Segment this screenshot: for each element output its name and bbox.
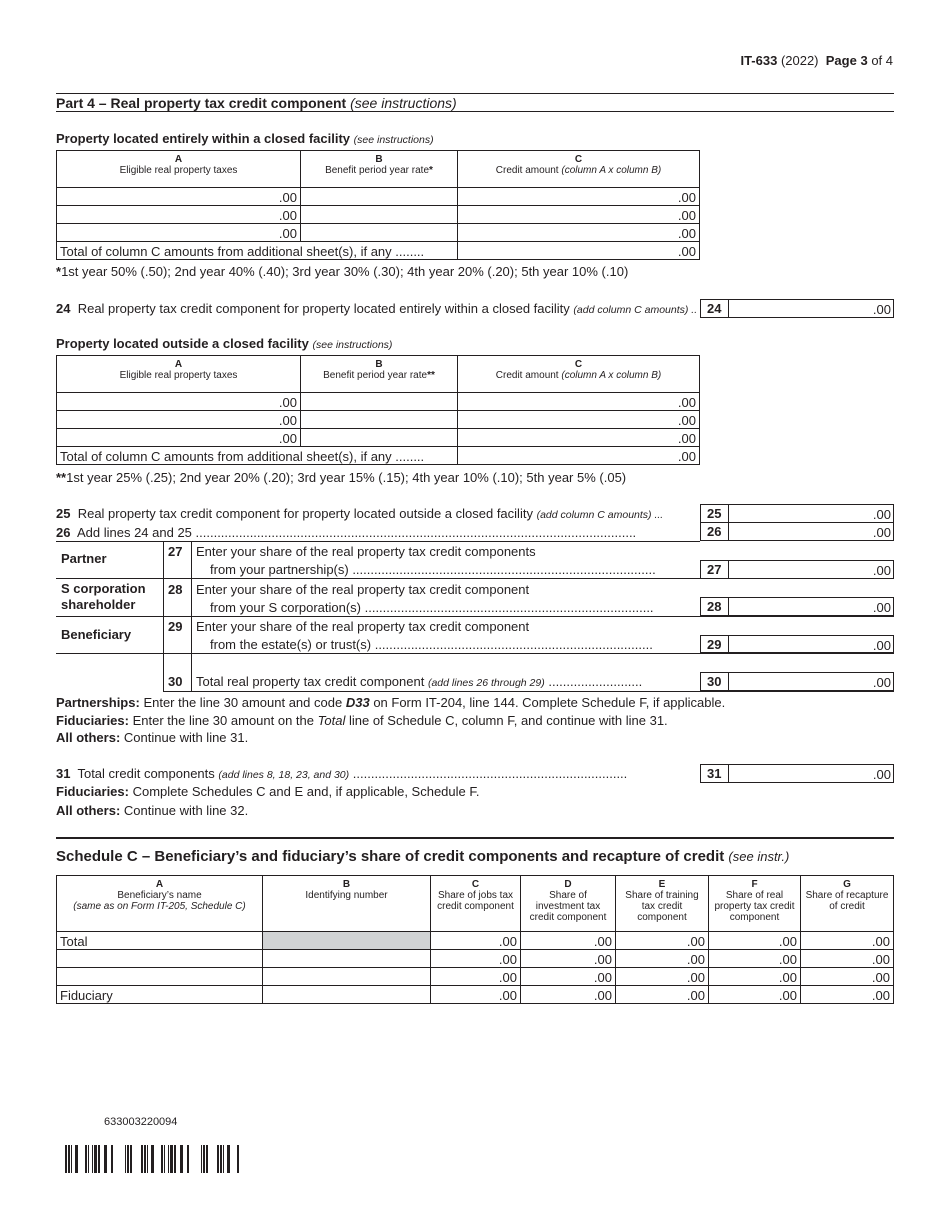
- closed-row1-b[interactable]: [301, 188, 458, 206]
- line-27-text1: Enter your share of the real property tax credit components: [196, 544, 536, 559]
- schedc-amount-cell[interactable]: .00: [801, 950, 894, 968]
- schedule-c-title: Schedule C – Beneficiary’s and fiduciary’s share of credit components and recapture of credit (see instr.): [56, 848, 790, 865]
- barcode-bar: [147, 1145, 148, 1173]
- line-24-number: 24: [707, 301, 722, 316]
- line-28-text1: Enter your share of the real property tax credit component: [196, 582, 530, 597]
- barcode-bar: [111, 1145, 113, 1173]
- line-28-text2: from your S corporation(s) ................................................................................: [210, 600, 654, 615]
- line-28-box[interactable]: [700, 597, 894, 616]
- barcode-bar: [94, 1145, 97, 1173]
- schedc-col-f-header: F Share of real property tax credit component: [709, 876, 801, 932]
- barcode-number: 633003220094: [104, 1116, 178, 1128]
- line-24-label: 24 Real property tax credit component for property located entirely within a closed facility (add column C amounts) ..: [56, 301, 698, 316]
- schedc-amount-cell[interactable]: .00: [801, 932, 894, 950]
- barcode-bar: [68, 1145, 70, 1173]
- line-25-value[interactable]: .00: [872, 507, 891, 522]
- schedc-amount-cell[interactable]: .00: [431, 986, 521, 1004]
- s-corp-label: S corporation shareholder: [61, 581, 146, 612]
- form-number: IT-633: [740, 53, 778, 68]
- barcode-bar: [164, 1145, 165, 1173]
- line-25-box[interactable]: [700, 504, 894, 523]
- outside-section-title: [56, 336, 392, 351]
- barcode-bar: [227, 1145, 230, 1173]
- barcode-bar: [201, 1145, 202, 1173]
- line-30-text: Total real property tax credit component (add lines 26 through 29) ..........................: [196, 674, 643, 689]
- closed-section-title: [56, 131, 434, 146]
- schedc-name-cell[interactable]: [57, 950, 263, 968]
- schedc-amount-cell[interactable]: .00: [616, 950, 709, 968]
- barcode-bar: [187, 1145, 189, 1173]
- fiduciaries-instruction: Fiduciaries: Enter the line 30 amount on the Total line of Schedule C, column F, and continue with line 31.: [56, 713, 668, 728]
- outside-footnote: **1st year 25% (.25); 2nd year 20% (.20); 3rd year 15% (.15); 4th year 10% (.10); 5th year 5% (.05): [56, 470, 627, 485]
- closed-total-label: Total of column C amounts from additional sheet(s), if any ........: [57, 242, 458, 260]
- schedc-name-cell[interactable]: Total: [57, 932, 263, 950]
- line-26-box[interactable]: [700, 522, 894, 541]
- line-25-label: 25 Real property tax credit component for property located outside a closed facility (add column C amounts) ...: [56, 506, 664, 521]
- schedc-row: [57, 950, 894, 968]
- closed-note: (see instructions): [353, 134, 434, 146]
- part4-title-text: Part 4 – Real property tax credit component: [56, 95, 347, 111]
- line-27-text2: from your partnership(s) ....................................................................................: [210, 562, 656, 577]
- schedc-amount-cell[interactable]: .00: [431, 950, 521, 968]
- page-label: Page: [825, 53, 857, 68]
- closed-facility-table: [56, 150, 700, 260]
- line-27-num: 27: [168, 544, 183, 559]
- barcode-image: [57, 1145, 241, 1173]
- partnerships-instruction: Partnerships: Enter the line 30 amount and code D33 on Form IT-204, line 144. Complete Schedule F, if applicable.: [56, 695, 726, 710]
- divider: [56, 837, 894, 839]
- line-29-text2: from the estate(s) or trust(s) .............................................................................: [210, 637, 653, 652]
- line-31-label: 31 Total credit components (add lines 8, 18, 23, and 30) ............................................................................: [56, 766, 628, 781]
- divider: [56, 111, 894, 112]
- barcode-bar: [92, 1145, 93, 1173]
- line-29-num: 29: [168, 619, 183, 634]
- outside-row3-b[interactable]: [301, 429, 458, 447]
- line-26-label: 26 Add lines 24 and 25 ..........................................................................................................................: [56, 525, 637, 540]
- closed-row2-a[interactable]: .00: [57, 206, 301, 224]
- schedc-col-g-header: G Share of recapture of credit: [801, 876, 894, 932]
- closed-row1-c[interactable]: .00: [458, 188, 700, 206]
- schedc-col-a-header: A Beneficiary’s name (same as on Form IT-205, Schedule C): [57, 876, 263, 932]
- schedc-amount-cell[interactable]: .00: [521, 986, 616, 1004]
- barcode-bar: [127, 1145, 129, 1173]
- barcode-bar: [206, 1145, 208, 1173]
- schedc-col-e-header: E Share of training tax credit component: [616, 876, 709, 932]
- barcode-bar: [168, 1145, 169, 1173]
- page-of: of 4: [871, 53, 893, 68]
- outside-row1-a[interactable]: .00: [57, 393, 301, 411]
- barcode-bar: [161, 1145, 163, 1173]
- page-header: [740, 53, 893, 68]
- closed-title: Property located entirely within a closed facility: [56, 131, 351, 146]
- barcode-bar: [98, 1145, 100, 1173]
- schedc-amount-cell[interactable]: .00: [616, 932, 709, 950]
- barcode-bar: [141, 1145, 143, 1173]
- col-c-header: C Credit amount (column A x column B): [458, 356, 700, 393]
- barcode-bar: [217, 1145, 219, 1173]
- line-28-num: 28: [168, 582, 183, 597]
- barcode-bar: [130, 1145, 132, 1173]
- schedc-amount-cell[interactable]: .00: [709, 950, 801, 968]
- barcode-bar: [65, 1145, 67, 1173]
- outside-row1-b[interactable]: [301, 393, 458, 411]
- line-25-number: 25: [707, 506, 722, 521]
- barcode-bar: [220, 1145, 222, 1173]
- barcode-bar: [237, 1145, 239, 1173]
- line-29-box-num: 29: [707, 637, 722, 652]
- line-29-box[interactable]: [700, 635, 894, 654]
- line-29-value[interactable]: .00: [872, 638, 891, 653]
- closed-row3-c[interactable]: .00: [458, 224, 700, 242]
- col-c-header: C Credit amount (column A x column B): [458, 151, 700, 188]
- line-31-box[interactable]: [700, 764, 894, 783]
- outside-facility-table: [56, 355, 700, 465]
- schedc-amount-cell[interactable]: .00: [431, 968, 521, 986]
- schedc-amount-cell[interactable]: .00: [801, 968, 894, 986]
- barcode-bar: [151, 1145, 154, 1173]
- barcode-bar: [180, 1145, 183, 1173]
- barcode-bar: [85, 1145, 87, 1173]
- line-28-box-num: 28: [707, 599, 722, 614]
- line-30-box[interactable]: [700, 672, 894, 691]
- col-b-header: B Benefit period year rate*: [301, 151, 458, 188]
- schedc-amount-cell[interactable]: .00: [616, 986, 709, 1004]
- barcode-bar: [170, 1145, 173, 1173]
- line-29-text1: Enter your share of the real property tax credit component: [196, 619, 530, 634]
- schedc-name-cell[interactable]: Fiduciary: [57, 986, 263, 1004]
- line-31-box-num: 31: [707, 766, 722, 781]
- part4-title: [56, 95, 457, 111]
- schedc-id-cell[interactable]: [263, 968, 431, 986]
- fiduciaries-instruction-2: Fiduciaries: Complete Schedules C and E and, if applicable, Schedule F.: [56, 784, 480, 799]
- outside-total-c[interactable]: .00: [458, 447, 700, 465]
- closed-row2-b[interactable]: [301, 206, 458, 224]
- schedc-col-b-header: B Identifying number: [263, 876, 431, 932]
- outside-row3-c[interactable]: .00: [458, 429, 700, 447]
- line-30-value: .00: [872, 675, 891, 690]
- barcode-bar: [75, 1145, 78, 1173]
- part4-note: (see instructions): [350, 95, 457, 111]
- outside-title: Property located outside a closed facility: [56, 336, 309, 351]
- barcode-bar: [203, 1145, 205, 1173]
- closed-row3-a[interactable]: .00: [57, 224, 301, 242]
- page-number: 3: [860, 53, 868, 68]
- closed-total-c[interactable]: .00: [458, 242, 700, 260]
- barcode-bar: [125, 1145, 126, 1173]
- schedc-amount-cell[interactable]: .00: [801, 986, 894, 1004]
- schedc-row: [57, 986, 894, 1004]
- schedc-amount-cell[interactable]: .00: [431, 932, 521, 950]
- line-26-number: 26: [707, 524, 722, 539]
- schedc-amount-cell[interactable]: .00: [521, 950, 616, 968]
- schedc-row: [57, 932, 894, 950]
- beneficiary-label: Beneficiary: [61, 627, 132, 642]
- line-31-value: .00: [872, 767, 891, 782]
- barcode-bar: [144, 1145, 146, 1173]
- line-30-box-num: 30: [707, 674, 722, 689]
- line-30-num: 30: [168, 674, 183, 689]
- line-27-box[interactable]: [700, 560, 894, 579]
- outside-note: (see instructions): [312, 339, 393, 351]
- schedc-amount-cell[interactable]: .00: [709, 932, 801, 950]
- schedc-row: [57, 968, 894, 986]
- schedc-id-cell[interactable]: [263, 950, 431, 968]
- outside-row2-a[interactable]: .00: [57, 411, 301, 429]
- schedc-amount-cell[interactable]: .00: [709, 986, 801, 1004]
- outside-total-label: Total of column C amounts from additional sheet(s), if any ........: [57, 447, 458, 465]
- all-others-instruction-2: All others: Continue with line 32.: [56, 803, 249, 818]
- line-27-box-num: 27: [707, 562, 722, 577]
- barcode-bar: [104, 1145, 107, 1173]
- col-a-header: A Eligible real property taxes: [57, 356, 301, 393]
- schedule-c-table: [56, 875, 894, 1004]
- line-24-value[interactable]: .00: [872, 302, 891, 317]
- all-others-instruction: All others: Continue with line 31.: [56, 730, 249, 745]
- closed-row1-a[interactable]: .00: [57, 188, 301, 206]
- closed-row2-c[interactable]: .00: [458, 206, 700, 224]
- schedc-id-cell: [263, 932, 431, 950]
- schedc-amount-cell[interactable]: .00: [521, 932, 616, 950]
- schedc-amount-cell[interactable]: .00: [616, 968, 709, 986]
- outside-row1-c[interactable]: .00: [458, 393, 700, 411]
- schedc-amount-cell[interactable]: .00: [521, 968, 616, 986]
- barcode-bar: [88, 1145, 89, 1173]
- line-28-value[interactable]: .00: [872, 600, 891, 615]
- closed-row3-b[interactable]: [301, 224, 458, 242]
- partner-label: Partner: [61, 551, 107, 566]
- line-24-box[interactable]: [700, 299, 894, 318]
- line-27-value[interactable]: .00: [872, 563, 891, 578]
- divider: [56, 93, 894, 94]
- outside-row2-b[interactable]: [301, 411, 458, 429]
- barcode-bar: [71, 1145, 72, 1173]
- col-a-header: A Eligible real property taxes: [57, 151, 301, 188]
- schedc-col-c-header: C Share of jobs tax credit component: [431, 876, 521, 932]
- form-year: (2022): [780, 53, 819, 68]
- barcode-bar: [223, 1145, 224, 1173]
- schedc-id-cell[interactable]: [263, 986, 431, 1004]
- schedc-col-d-header: D Share of investment tax credit component: [521, 876, 616, 932]
- schedc-name-cell[interactable]: [57, 968, 263, 986]
- col-b-header: B Benefit period year rate**: [301, 356, 458, 393]
- outside-row2-c[interactable]: .00: [458, 411, 700, 429]
- closed-footnote: *1st year 50% (.50); 2nd year 40% (.40); 3rd year 30% (.30); 4th year 20% (.20); 5th year 10% (.10): [56, 264, 629, 279]
- schedc-amount-cell[interactable]: .00: [709, 968, 801, 986]
- barcode-bar: [174, 1145, 176, 1173]
- line-26-value: .00: [872, 525, 891, 540]
- outside-row3-a[interactable]: .00: [57, 429, 301, 447]
